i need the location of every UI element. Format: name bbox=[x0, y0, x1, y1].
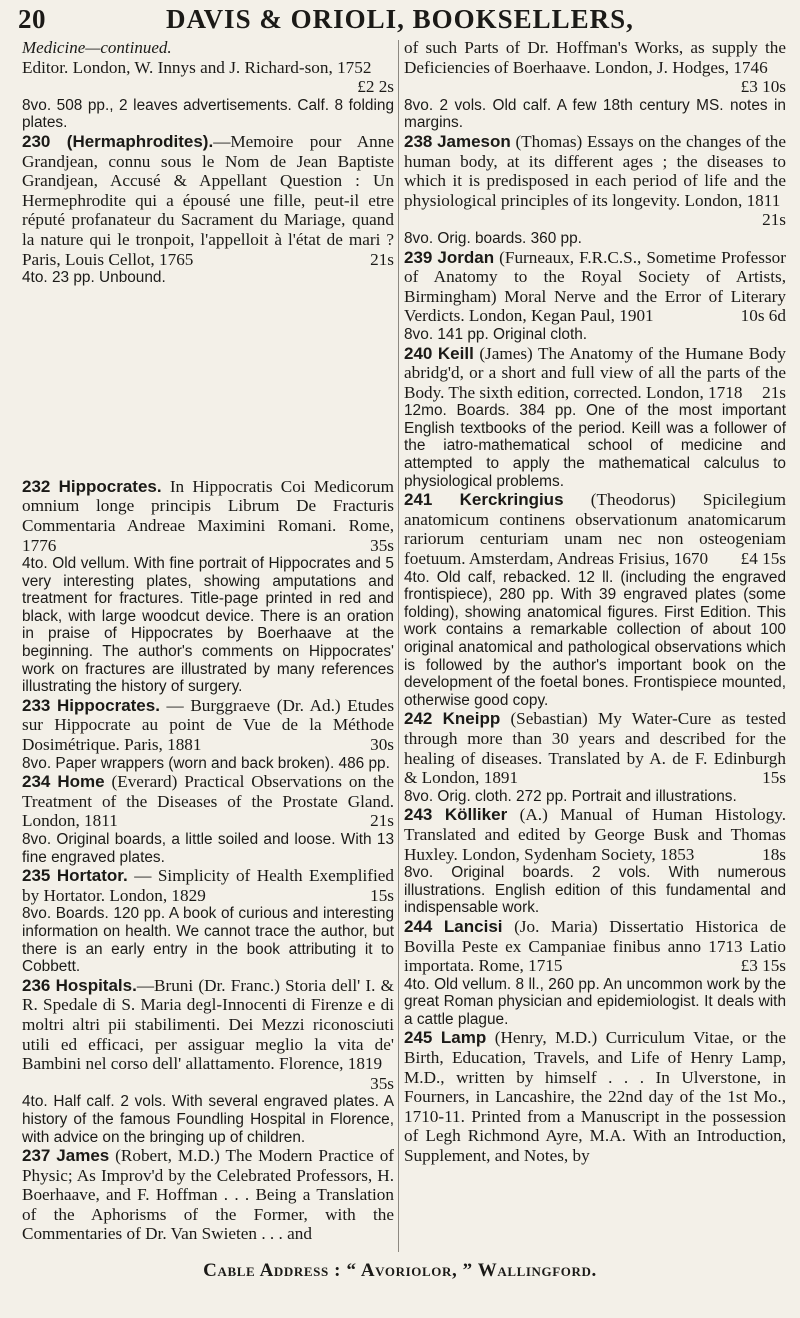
entry-number: 238 bbox=[404, 131, 433, 151]
catalogue-entry bbox=[22, 772, 394, 866]
catalogue-entry bbox=[22, 696, 394, 772]
catalogue-entry bbox=[22, 132, 394, 287]
entry-heading: Lamp bbox=[440, 1028, 487, 1048]
entry-number: 241 bbox=[404, 490, 433, 510]
catalogue-entry bbox=[22, 866, 394, 976]
catalogue-entry bbox=[22, 1146, 394, 1244]
entry-price: £3 15s bbox=[740, 956, 786, 976]
entry-description: 8vo. 2 vols. Old calf. A few 18th century MS. notes in margins. bbox=[404, 96, 786, 132]
entry-description: 4to. Old calf, rebacked. 12 ll. (including the engraved frontispiece), 280 pp. With 39 engraved plates (some folding), showing anatomical figures. First Edition. This work contains a remarkable collection of about 100 original anatomical and pathological observations which is followed by the author's important book on the development of the foetal bones. Frontispiece mounted, otherwise good copy. bbox=[404, 568, 786, 709]
entry-price: 21s bbox=[762, 382, 786, 402]
catalogue-entry bbox=[404, 132, 786, 248]
entry-text: —Bruni (Dr. Franc.) Storia dell' I. & R. Spedale di S. Maria degl-Innocenti di Firenze e di moltri altri pii stabilimenti. Dei Mezzi riconosciuti utili ed efficaci, per assiguar meglio la vita de' Bambini nel corso dell' allattamento. Florence, 1819 bbox=[22, 975, 395, 1074]
entry-price: £4 15s bbox=[740, 549, 786, 569]
entry-heading: Kölliker bbox=[444, 805, 508, 825]
entry-number: 240 bbox=[404, 343, 433, 363]
entry-text: Editor. London, W. Innys and J. Richard-son, 1752 bbox=[22, 57, 372, 77]
entry-heading: Hospitals. bbox=[55, 975, 137, 995]
entry-heading: Hippocrates. bbox=[56, 695, 160, 715]
catalogue-entry bbox=[404, 805, 786, 917]
catalogue-entry bbox=[22, 477, 394, 696]
entry-heading: Hippocrates. bbox=[58, 476, 162, 496]
entry-description: 8vo. 508 pp., 2 leaves advertisements. Calf. 8 folding plates. bbox=[22, 96, 394, 132]
entry-number: 237 bbox=[22, 1146, 51, 1166]
entry-price: 15s bbox=[370, 885, 394, 905]
page-footer bbox=[0, 1260, 800, 1282]
catalogue-entry bbox=[22, 58, 394, 132]
catalogue-entry bbox=[22, 976, 394, 1146]
entry-text: (Furneaux, F.R.C.S., Sometime Professor of Anatomy to the Royal Society of Artists, Birmingham) Moral Nerve and the Error of Literary Verdicts. London, Kegan Paul, 1901 bbox=[404, 247, 786, 326]
entry-description: 8vo. Original boards, a little soiled and loose. With 13 fine engraved plates. bbox=[22, 831, 394, 866]
entry-description: 8vo. Paper wrappers (worn and back broken). 486 pp. bbox=[22, 754, 390, 772]
entry-heading: James bbox=[56, 1146, 110, 1166]
column-divider bbox=[398, 40, 399, 1252]
entry-text: —Memoire pour Anne Grandjean, connu sous le Nom de Jean Baptiste Grandjean, Accusé & Appellant Question : Un Hermephrodite qui a épousé une fille, peut-il etre réputé profanateur du Sacrament du Mariage, quand la nature qui le tronpoit, l'appelloit à l'état de mari ? Paris, Louis Cellot, 1765 bbox=[22, 131, 394, 269]
entry-number: 239 bbox=[404, 247, 433, 267]
catalogue-entry bbox=[404, 490, 786, 709]
entry-text: (Thomas) Essays on the changes of the human body, at its different ages ; the diseases to which it is predisposed in each period of life and the physiological principles of its longevity. London, 1811 bbox=[404, 131, 787, 210]
entry-number: 233 bbox=[22, 695, 51, 715]
entry-text: of such Parts of Dr. Hoffman's Works, as supply the Deficiencies of Boerhaave. London, J. Hodges, 1746 bbox=[404, 38, 786, 77]
entry-text: (Everard) Practical Observations on the Treatment of the Diseases of the Prostate Gland. London, 1811 bbox=[22, 772, 395, 831]
entry-number: 236 bbox=[22, 975, 51, 995]
entry-number: 243 bbox=[404, 805, 433, 825]
entry-text: (Robert, M.D.) The Modern Practice of Physic; As Improv'd by the Celebrated Professors, H. Boerhaave, and F. Hoffman . . . Being a Translation of the Aphorisms of the Former, with the Commentaries of Dr. Van Swieten . . . and bbox=[22, 1146, 395, 1244]
entry-price: 21s bbox=[762, 210, 786, 230]
page-header bbox=[18, 4, 782, 38]
entry-number: 234 bbox=[22, 772, 51, 792]
entry-heading: Home bbox=[57, 772, 105, 792]
page-title: DAVIS & ORIOLI, BOOKSELLERS, bbox=[166, 4, 634, 34]
entry-heading: Kneipp bbox=[442, 709, 501, 729]
entry-heading: Kerckringius bbox=[459, 490, 564, 510]
entry-number: 230 bbox=[22, 131, 51, 151]
entry-price: 10s 6d bbox=[740, 306, 786, 326]
catalogue-entry bbox=[404, 344, 786, 491]
entry-heading: Hortator. bbox=[56, 866, 128, 886]
entry-text: In Hippocratis Coi Medicorum omnium longe principis Librum De Fracturis Commentaria Andreae Maximini Romani. Rome, 1776 bbox=[22, 476, 395, 555]
entry-description: 8vo. Orig. boards. 360 pp. bbox=[404, 229, 582, 247]
cable-address-label: Cable Address : bbox=[203, 1260, 342, 1281]
entry-heading: Lancisi bbox=[443, 916, 503, 936]
cable-address-value: “ Avoriolor, ” Wallingford. bbox=[346, 1260, 597, 1281]
entry-description: 8vo. Orig. cloth. 272 pp. Portrait and illustrations. bbox=[404, 787, 737, 805]
catalogue-entry bbox=[404, 248, 786, 344]
entry-price: 21s bbox=[370, 249, 394, 269]
section-heading: Medicine—continued. bbox=[22, 38, 172, 57]
catalogue-entry bbox=[404, 917, 786, 1029]
entry-text: (Sebastian) My Water-Cure as tested through more than 30 years and described for the healing of diseases. Translated by A. de F. Edinburgh & London, 1891 bbox=[404, 709, 787, 788]
entry-price: 30s bbox=[370, 735, 394, 755]
entry-price: £3 10s bbox=[740, 77, 786, 97]
catalogue-entry bbox=[404, 38, 786, 132]
entry-heading: Jordan bbox=[437, 247, 495, 267]
entry-heading: (Hermaphrodites). bbox=[66, 131, 214, 151]
entry-text: (Theodorus) Spicilegium anatomicum continens observationum anatomicarum rariorum centuriam unam nec non osteogeniam foetuum. Amsterdam, Andreas Frisius, 1670 bbox=[404, 490, 786, 569]
entry-price: £2 2s bbox=[357, 77, 394, 97]
entry-text: (Henry, M.D.) Curriculum Vitae, or the Birth, Education, Travels, and Life of Henry Lamp, M.D., written by himself . . . In Ulverstone, in Fourners, in Lancashire, the 22nd day of the 1st Mo., 1710-11. Printed from a Manuscript in the possession of Legh Richmond Ayre, M.A. With an Introduction, Supplement, and Notes, by bbox=[404, 1028, 786, 1166]
entry-description: 8vo. 141 pp. Original cloth. bbox=[404, 325, 588, 343]
entry-description: 12mo. Boards. 384 pp. One of the most important English textbooks of the period. Keill was a follower of the iatro-mathematical school of medicine and attempted to apply the mathematical calculus to physiological problems. bbox=[404, 402, 786, 490]
entry-price: 35s bbox=[370, 1073, 394, 1093]
entry-text: — Burggraeve (Dr. Ad.) Etudes sur Hippocrate au point de Vue de la Méthode Dosimétrique. Paris, 1881 bbox=[22, 695, 395, 755]
entry-text: — Simplicity of Health Exemplified by Hortator. London, 1829 bbox=[22, 866, 394, 905]
entry-price: 21s bbox=[370, 811, 394, 831]
entry-text: (Jo. Maria) Dissertatio Historica de Bovilla Peste ex Campaniae finibus anno 1713 Latio importata. Rome, 1715 bbox=[404, 916, 786, 976]
entry-description: 4to. 23 pp. Unbound. bbox=[22, 269, 166, 287]
entry-text: (James) The Anatomy of the Humane Body abridg'd, or a short and full view of all the parts of the Body. The sixth edition, corrected. London, 1718 bbox=[404, 343, 787, 402]
entry-price: 35s bbox=[370, 535, 394, 555]
entry-description: 8vo. Original boards. 2 vols. With numerous illustrations. English edition of this fundamental and indispensable work. bbox=[404, 864, 786, 917]
entry-text: (A.) Manual of Human Histology. Translated and edited by George Busk and Thomas Huxley. London, Sydenham Society, 1853 bbox=[404, 805, 786, 864]
entry-number: 245 bbox=[404, 1028, 433, 1048]
entry-description: 8vo. Boards. 120 pp. A book of curious and interesting information on health. We cannot trace the author, but there is an early entry in the book attributing it to Cobbett. bbox=[22, 905, 394, 976]
entry-number: 244 bbox=[404, 916, 433, 936]
entry-price: 15s bbox=[762, 768, 786, 788]
catalogue-entry bbox=[404, 709, 786, 805]
entry-heading: Jameson bbox=[437, 131, 511, 151]
entry-number: 235 bbox=[22, 866, 51, 886]
entry-heading: Keill bbox=[437, 343, 474, 363]
entry-description: 4to. Old vellum. With fine portrait of Hippocrates and 5 very interesting plates, showing amputations and treatment for fractures. Title-page printed in red and black, with large woodcut device. There is an oration in praise of Hippocrates by Boerhaave at the beginning. The author's comments on Hippocrates' work on fractures are illustrated by many references illustrating the history of surgery. bbox=[22, 555, 394, 696]
entry-number: 242 bbox=[404, 709, 433, 729]
entry-description: 4to. Half calf. 2 vols. With several engraved plates. A history of the famous Foundling Hospital in Florence, with advice on the bringing up of children. bbox=[22, 1093, 394, 1146]
entry-description: 4to. Old vellum. 8 ll., 260 pp. An uncommon work by the great Roman physician and epidemiologist. It deals with a cattle plague. bbox=[404, 975, 786, 1028]
left-column bbox=[22, 38, 394, 1244]
entry-price: 18s bbox=[762, 844, 786, 864]
page-number: 20 bbox=[18, 4, 46, 34]
right-column bbox=[404, 38, 786, 1166]
blank-space bbox=[22, 287, 394, 477]
entry-number: 232 bbox=[22, 476, 51, 496]
catalogue-entry bbox=[404, 1028, 786, 1165]
